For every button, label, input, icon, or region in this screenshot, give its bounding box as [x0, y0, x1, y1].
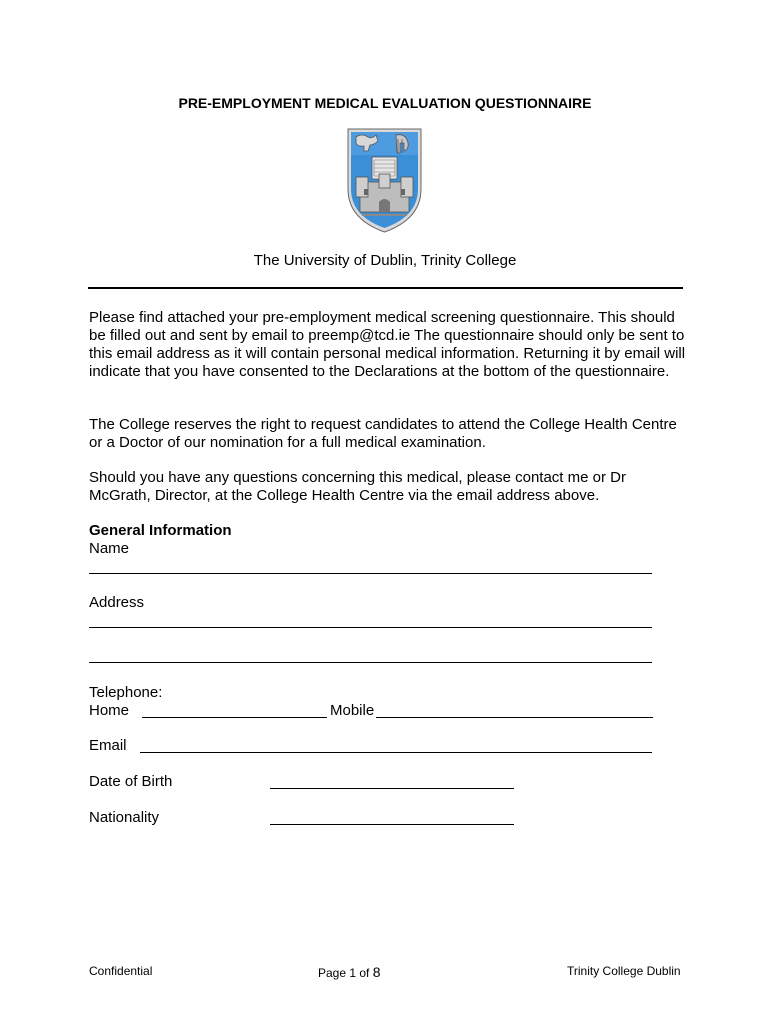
footer-page-number — [318, 964, 381, 980]
nationality-label: Nationality — [89, 809, 160, 826]
name-field-line[interactable] — [89, 573, 652, 574]
date-of-birth-label: Date of Birth — [89, 773, 173, 790]
document-title: PRE-EMPLOYMENT MEDICAL EVALUATION QUESTIONNAIRE — [178, 95, 592, 111]
nationality-field-line[interactable] — [270, 824, 514, 825]
email-field-line[interactable] — [140, 752, 652, 753]
mobile-field-line[interactable] — [376, 717, 653, 718]
home-phone-label: Home — [89, 702, 130, 719]
email-label: Email — [89, 737, 127, 754]
examination-paragraph: The College reserves the right to request candidates to attend the College Health Centre or a Doctor of our nomination for a full medical examination. — [89, 416, 677, 451]
header-divider — [88, 287, 683, 289]
address-field-line-1[interactable] — [89, 627, 652, 628]
telephone-label: Telephone: — [89, 684, 163, 701]
name-label: Name — [89, 540, 130, 557]
home-phone-field-line[interactable] — [142, 717, 327, 718]
trinity-college-crest — [346, 127, 423, 234]
footer-page-total: 8 — [372, 964, 381, 980]
footer-page-prefix: Page 1 of — [318, 966, 373, 980]
date-of-birth-field-line[interactable] — [270, 788, 514, 789]
contact-paragraph: Should you have any questions concerning this medical, please contact me or Dr McGrath, Director, at the College Health Centre via the email address above. — [89, 469, 626, 504]
institution-name: The University of Dublin, Trinity College — [253, 252, 517, 269]
footer-institution: Trinity College Dublin — [567, 964, 681, 978]
address-label: Address — [89, 594, 145, 611]
footer-confidential: Confidential — [89, 964, 153, 978]
mobile-label: Mobile — [330, 702, 375, 719]
general-information-heading: General Information — [89, 522, 232, 539]
intro-paragraph: Please find attached your pre-employment medical screening questionnaire. This should be filled out and sent by email to preemp@tcd.ie The questionnaire should only be sent to this email address as it will contain personal medical information. Returning it by email will indicate that you have consented to the Declarations at the bottom of the questionnaire. — [89, 309, 686, 380]
address-field-line-2[interactable] — [89, 662, 652, 663]
